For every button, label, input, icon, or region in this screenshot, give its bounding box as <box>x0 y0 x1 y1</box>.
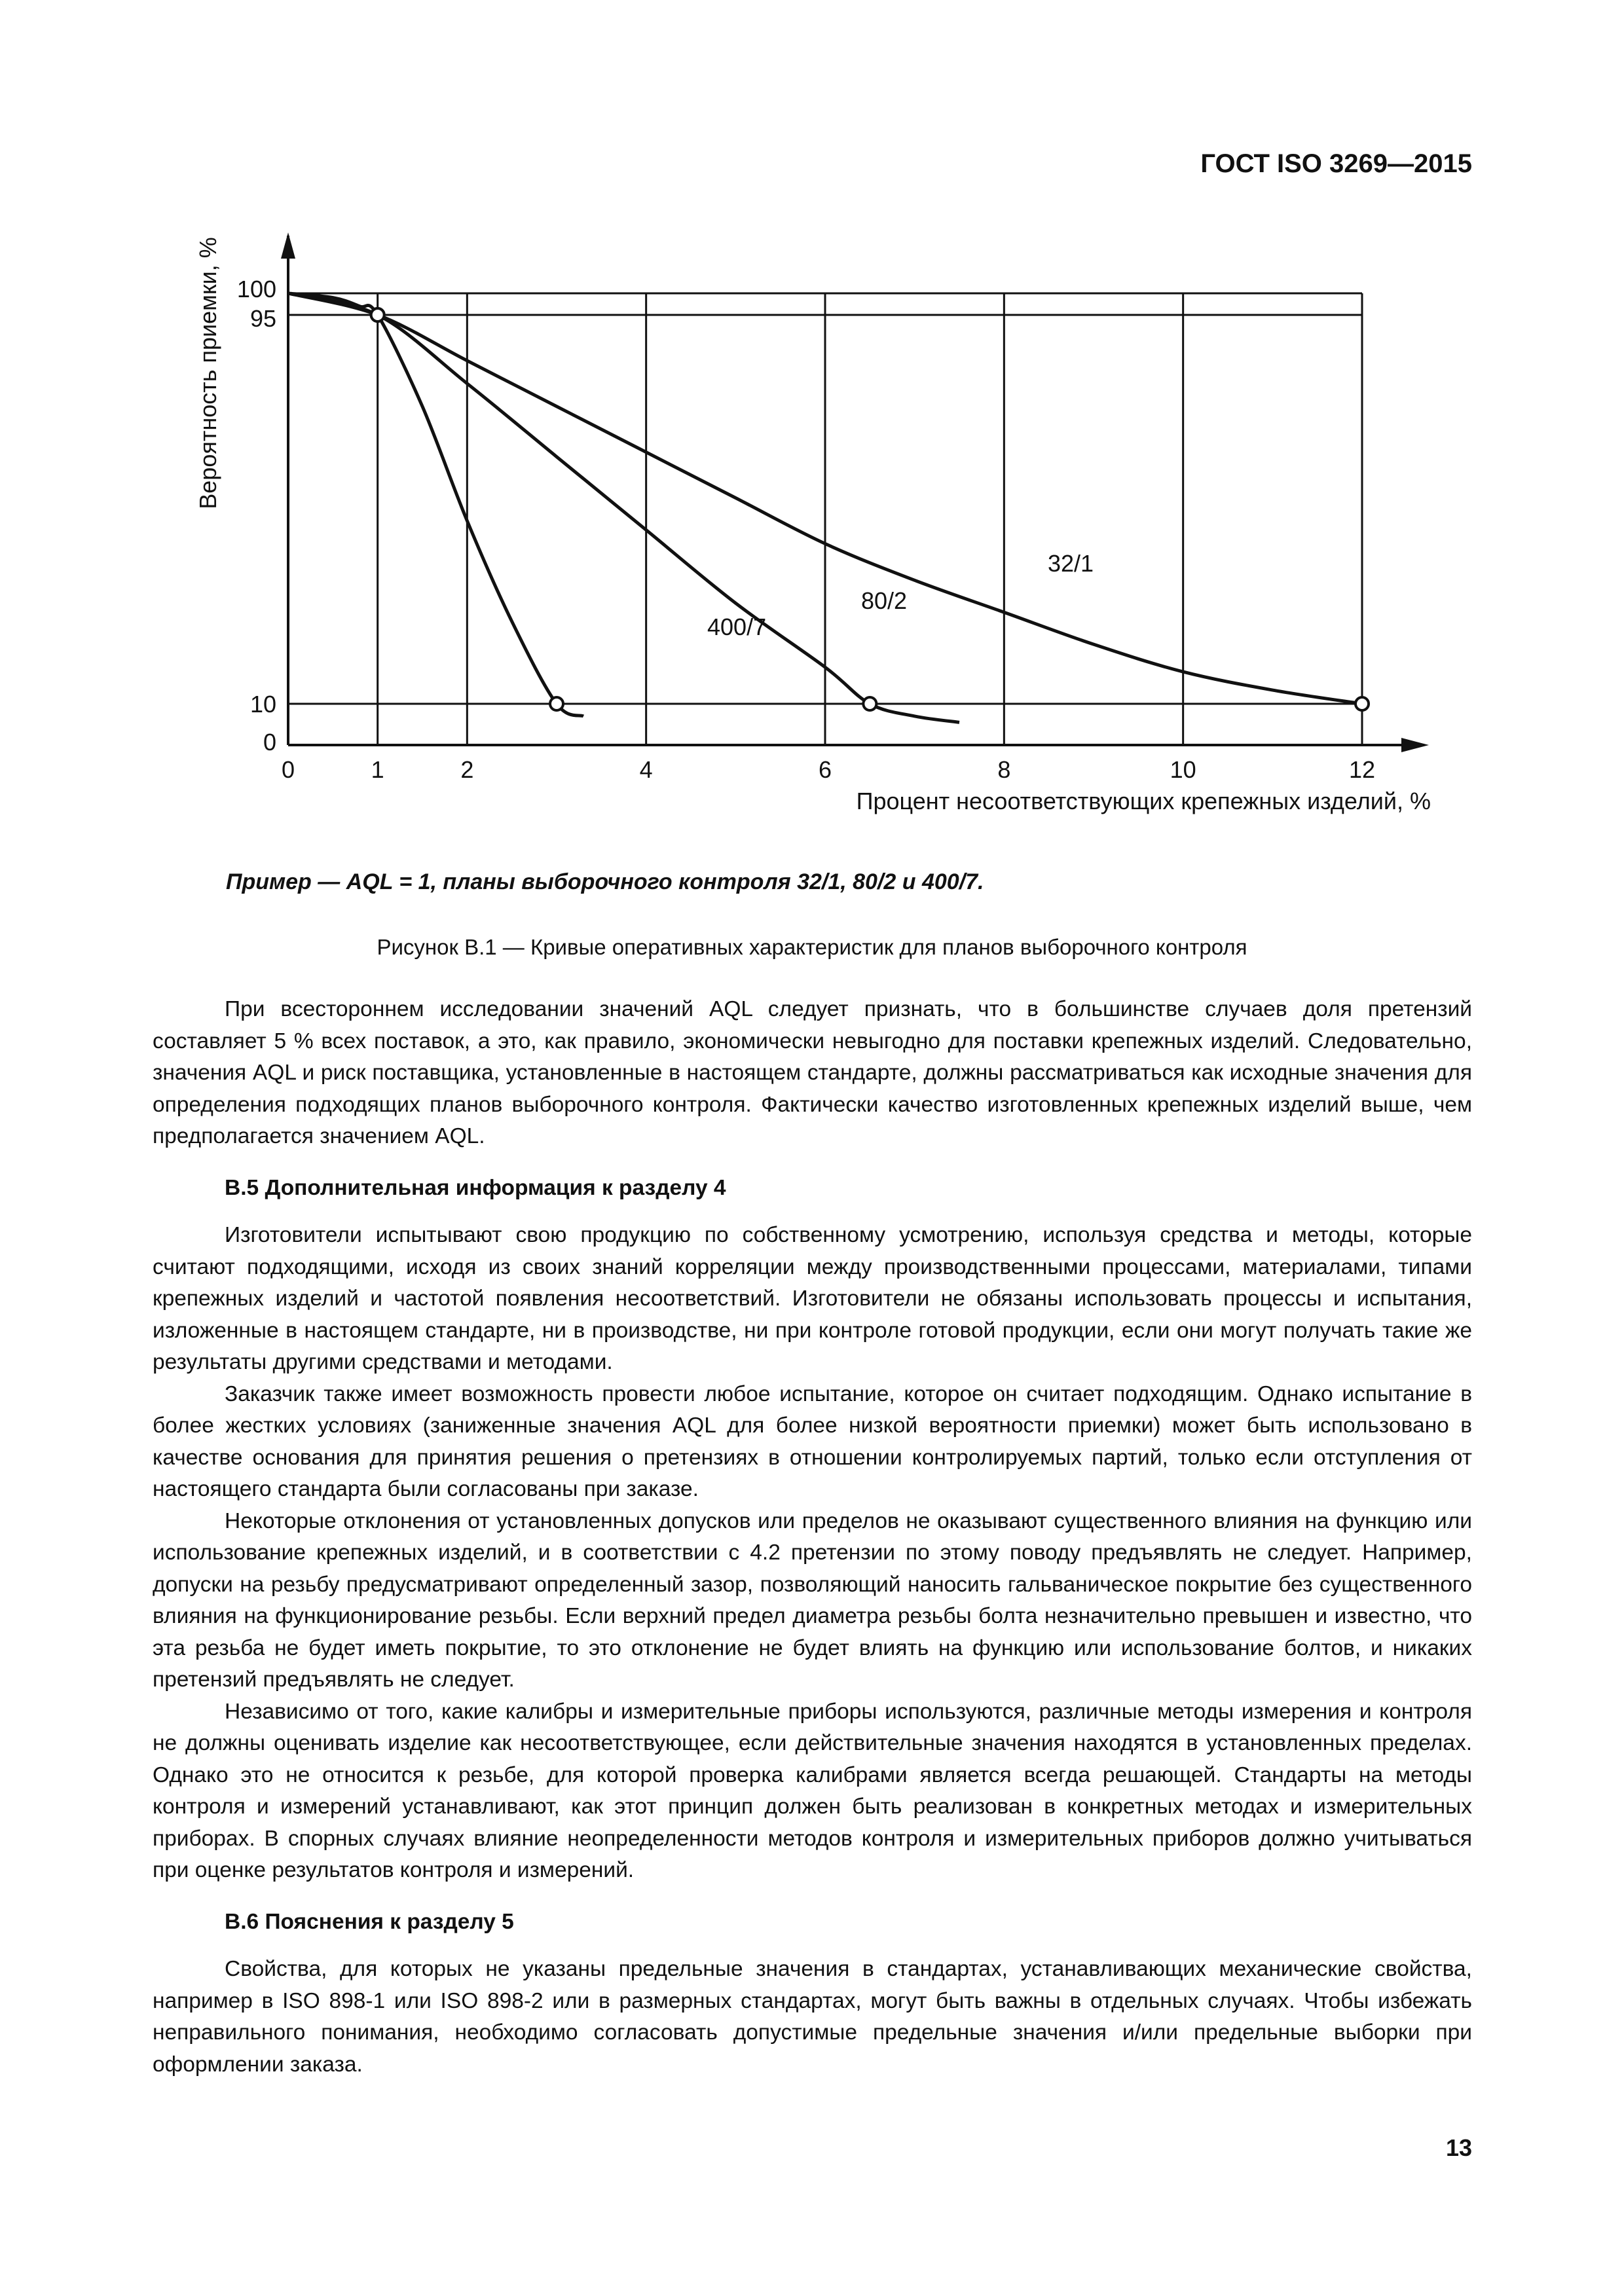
series-marker <box>550 697 563 710</box>
oc-curves-chart <box>164 223 1473 845</box>
x-tick-label: 8 <box>997 756 1011 783</box>
paragraph: При всестороннем исследовании значений AQL следует признать, что в большинстве случаев доля претензий составляет 5 % всех поставок, а это, как правило, экономически невыгодно для поставки крепежных изделий. Следовательно, значения AQL и риск поставщика, установленные в настоящем стандарте, должны рассматриваться как исходные значения для определения подходящих планов выборочного контроля. Фактически качество изготовленных крепежных изделий выше, чем предполагается значением AQL. <box>153 997 1472 1148</box>
y-axis-label: Вероятность приемки, % <box>194 237 221 509</box>
x-tick-label: 4 <box>639 756 653 783</box>
series-marker <box>1356 697 1369 710</box>
paragraph: Независимо от того, какие калибры и измерительные приборы используются, различные методы измерения и контроля не должны оценивать изделие как несоответствующее, если действительные значения находятся в установленных пределах. Однако это не относится к резьбе, для которой проверка калибрами является всегда решающей. Стандарты на методы контроля и измерений устанавливают, как этот принцип должен быть реализован в конкретных методах и измерительных приборах. В спорных случаях влияние неопределенности методов контроля и измерительных приборов должно учитываться при оценке результатов контроля и измерений. <box>153 1699 1472 1882</box>
y-axis-arrow <box>281 232 295 259</box>
chart-series <box>288 293 1369 722</box>
paragraph: Свойства, для которых не указаны предельные значения в стандартах, устанавливающих механические свойства, например в ISO 898-1 или ISO 898-2 или в размерных стандартах, могут быть важны в отдельных случаях. Чтобы избежать неправильного понимания, необходимо согласовать допустимые предельные значения и/или предельные выборки при оформлении заказа. <box>153 1957 1472 2077</box>
paragraph: Заказчик также имеет возможность провести любое испытание, которое он считает подходящим. Однако испытание в более жестких условиях (заниженные значения AQL для более низкой вероятности приемки) может быть использовано в качестве основания для принятия решения о претензиях в отношении контролируемых партий, только если отступления от настоящего стандарта были согласованы при заказе. <box>153 1381 1472 1501</box>
figure-example-note: Пример — AQL = 1, планы выборочного контроля 32/1, 80/2 и 400/7. <box>226 869 984 894</box>
chart-ticks <box>237 276 1375 783</box>
series-line-80-2 <box>288 293 959 722</box>
document-header: ГОСТ ISO 3269—2015 <box>1200 149 1472 178</box>
x-tick-label: 6 <box>818 756 832 783</box>
chart-axes <box>281 232 1429 752</box>
x-tick-label: 2 <box>460 756 474 783</box>
section-heading-b6: В.6 Пояснения к разделу 5 <box>225 1909 514 1934</box>
series-label: 80/2 <box>861 587 908 614</box>
paragraph: Некоторые отклонения от установленных допусков или пределов не оказывают существенного влияния на функцию или использование крепежных изделий, и в соответствии с 4.2 претензии по этому поводу предъявлять не следует. Например, допуски на резьбу предусматривают определенный зазор, позволяющий наносить гальваническое покрытие без существенного влияния на функционирование резьбы. Если верхний предел диаметра резьбы болта незначительно превышен и известно, что эта резьба не будет иметь покрытие, то это отклонение не будет влиять на функцию или использование болтов, и никаких претензий предъявлять не следует. <box>153 1508 1472 1692</box>
x-tick-label: 0 <box>281 756 295 783</box>
x-tick-label: 10 <box>1170 756 1196 783</box>
series-label: 400/7 <box>707 613 767 640</box>
body-text <box>153 994 1472 2081</box>
section-heading-b5: В.5 Дополнительная информация к разделу 4 <box>225 1175 726 1200</box>
series-marker <box>371 308 384 321</box>
figure-caption: Рисунок В.1 — Кривые оперативных характеристик для планов выборочного контроля <box>377 935 1247 959</box>
y-tick-label: 0 <box>263 729 276 756</box>
x-axis-label: Процент несоответствующих крепежных изделий, % <box>856 788 1431 814</box>
series-label: 32/1 <box>1048 550 1094 577</box>
series-marker <box>863 697 876 710</box>
paragraph: Изготовители испытывают свою продукцию по собственному усмотрению, используя средства и методы, которые считают подходящими, исходя из своих знаний корреляции между производственными процессами, материалами, типами крепежных изделий и частотой появления несоответствий. Изготовители не обязаны использовать процессы и испытания, изложенные в настоящем стандарте, ни в производстве, ни при контроле готовой продукции, если они могут получать такие же результаты другими средствами и методами. <box>153 1223 1472 1374</box>
x-tick-label: 12 <box>1348 756 1376 783</box>
y-tick-label: 10 <box>249 691 276 718</box>
y-tick-label: 95 <box>249 305 276 332</box>
x-axis-arrow <box>1401 738 1429 752</box>
y-tick-label: 100 <box>236 276 276 302</box>
x-tick-label: 1 <box>371 756 384 783</box>
page-number: 13 <box>1445 2134 1472 2161</box>
